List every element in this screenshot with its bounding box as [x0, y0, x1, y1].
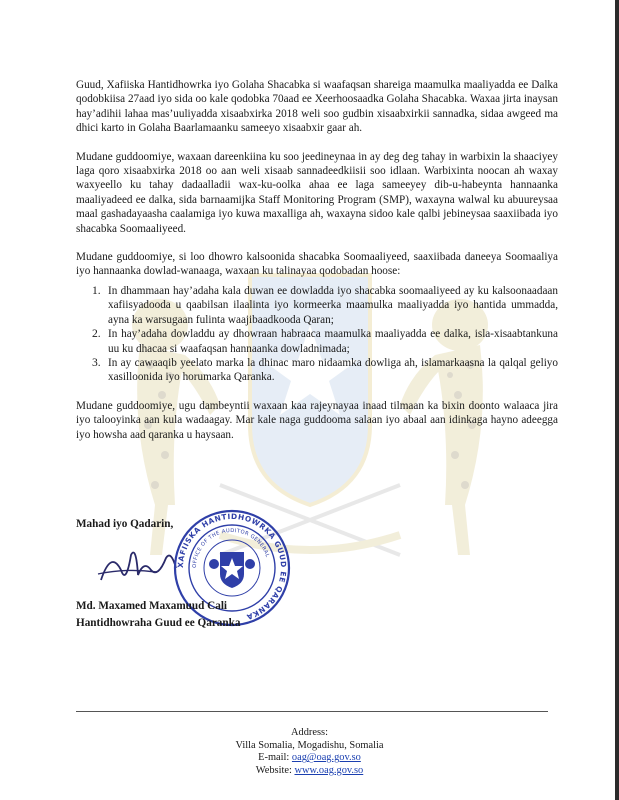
signer-block — [76, 598, 240, 632]
closing-salutation: Mahad iyo Qadarin, — [76, 518, 174, 530]
footer — [0, 727, 619, 777]
page-edge — [615, 0, 619, 800]
footer-address-label: Address: — [291, 727, 328, 738]
recommendation-text: In ay cawaaqib yeelato marka la dhinac maro nidaamka dowliga ah, islamarkaasna la qalqal geliyo xasilloonida iyo horumarka Qaranka. — [108, 356, 558, 384]
signer-name: Md. Maxamed Maxamuud Cali — [76, 600, 228, 612]
recommendations-list — [76, 284, 558, 385]
recommendation-text: In dhammaan hay’adaha kala duwan ee dowladda iyo shacabka soomaaliyeed ay ku kalsoonaadaan xafiisyadooda u qaabilsan ilaalinta iyo kormeerka maamulka maaliyadda iyo hantida ummadda, ayna ka warsugaan fulinta waajibaadkooda Qaran; — [108, 284, 558, 326]
paragraph-final: Mudane guddoomiye, ugu dambeyntii waxaan kaa rajeynayaa inaad tilmaan ka bixin doonto walaaca jira iyo talooyinka aan kula wadaagay. Mar kale naga guddooma salaan iyo abaal aan idinkaga hayno adeegga iyo howsha aad qaranka u haysaan. — [76, 399, 558, 441]
stamp-emblem-icon — [209, 552, 255, 588]
recommendation-item — [76, 356, 558, 385]
recommendation-text: In hay’adaha dowladdu ay dhowraan habraaca maamulka maaliyadda ee dalka, isla-xisaabtankuna uu ku dhacaa si waafaqsan hannaanka dowladnimada; — [108, 328, 558, 355]
footer-address: Villa Somalia, Mogadishu, Somalia — [235, 739, 384, 751]
footer-website-line — [0, 765, 619, 778]
footer-website-label: Website: — [255, 764, 292, 776]
stamp-inner-text: OFFICE OF THE AUDITOR GENERAL — [191, 527, 271, 569]
recommendation-number: 3. — [92, 355, 101, 369]
footer-email-label: E-mail: — [258, 752, 290, 764]
recommendation-item — [76, 284, 558, 327]
paragraph-intro: Guud, Xafiiska Hantidhowrka iyo Golaha Shacabka si waafaqsan shareiga maamulka maaliyadda ee Dalka qodobkiisa 27aad iyo sida oo kale qodobka 70aad ee Xeerhoosaadka Golaha Shacabka. Waxaa jirta inaysan hay’adihii lahaa mas’uuliyadda xisaabxirka 2018 weli soo gudbin xisaabxirkii sannadka, sidaa awgeed ma dhici karto in Golaha Baarlamaanku sameeyo xisaabxir gaar ah. — [76, 79, 558, 135]
letter-body — [76, 78, 558, 456]
signer-title: Hantidhowraha Guud ee Qaranka — [76, 617, 241, 629]
footer-divider — [76, 711, 548, 712]
stamp-outer-text: XAFIISKA HANTIDHOWRKA GUUD EE QARANKA — [175, 511, 289, 622]
footer-email-link[interactable]: oag@oag.gov.so — [291, 752, 361, 764]
paragraph-recommendation-intro: Mudane guddoomiye, si loo dhowro kalsoonida shacabka Soomaaliyeed, saaxiibada daneeya Soomaaliya iyo hannaanka dowlad-wanaaga, waxaan ku talinayaa qodobadan hoose: — [76, 251, 558, 278]
footer-email-line — [0, 752, 619, 765]
footer-website-link[interactable]: www.oag.gov.so — [294, 764, 364, 776]
recommendation-number: 2. — [92, 327, 101, 341]
paragraph-concern: Mudane guddoomiye, waxaan dareenkiina ku soo jeedineynaa in ay deg deg tahay in warbixin la shaaciyey laga qoro xisaabxirka 2018 oo aan weli xisaab sannadeedkiisii soo idlaan. Warbixinta noocan ah waxay waxyeello ku tahay dadaalladii wax-ku-oolka ahaa ee laga sameeyey dib-u-habeynta hannaanka maaliyadeed ee dalka, sida barnaamijka Staff Monitoring Program (SMP), waxayna walwal ku abuureysaa maal gashadayaasha caalamiga iyo kuwa maxalliga ah, waxayna sidoo kale qalbi jebineysaa saaxiibada iyo shacabka Soomaaliyeed. — [76, 150, 558, 235]
recommendation-number: 1. — [92, 283, 101, 297]
recommendation-item — [76, 327, 558, 356]
